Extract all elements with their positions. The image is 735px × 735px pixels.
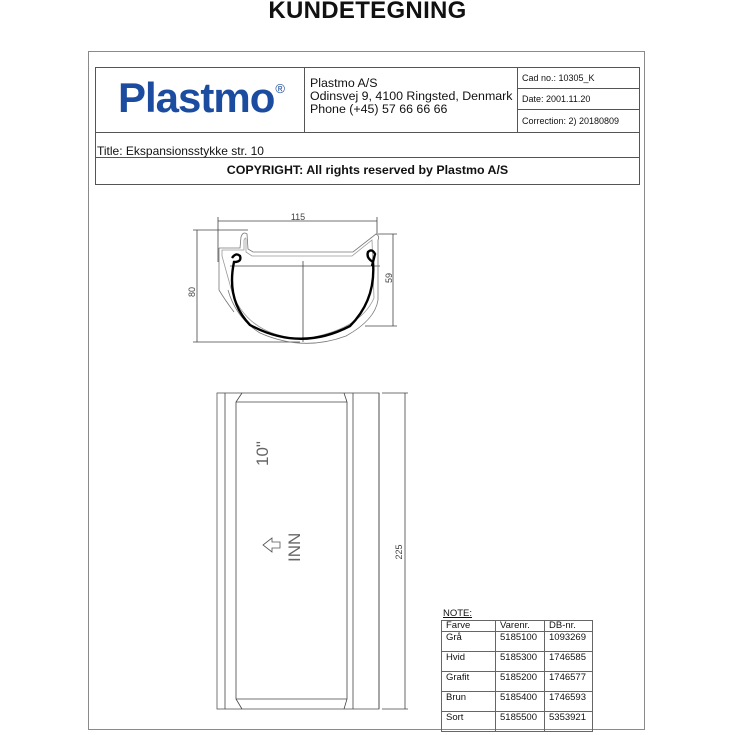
table-row <box>442 692 593 712</box>
drawing-date: Date: 2001.11.20 <box>518 89 639 110</box>
table-header-row <box>442 621 593 632</box>
table-cell: Brun <box>442 692 496 712</box>
table-cell: Grafit <box>442 672 496 692</box>
note-label: NOTE: <box>443 608 473 619</box>
dim-length: 225 <box>394 544 404 560</box>
cad-number: Cad no.: 10305_K <box>518 68 639 89</box>
gutter-cross-section <box>193 217 397 343</box>
table-cell: 5185200 <box>496 672 545 692</box>
document-heading: KUNDETEGNING <box>268 0 467 24</box>
table-cell: Sort <box>442 712 496 732</box>
gutter-side-view <box>217 393 408 709</box>
table-row <box>442 712 593 732</box>
arrow-left-icon <box>263 538 280 552</box>
dim-inner-height: 59 <box>384 272 394 284</box>
table-cell: Hvid <box>442 652 496 672</box>
column-header: Farve <box>442 621 496 632</box>
copyright-notice: COPYRIGHT: All rights reserved by Plastmo A/S <box>226 163 509 177</box>
dim-width: 115 <box>290 212 306 222</box>
direction-label: INN <box>285 532 304 562</box>
table-row <box>442 652 593 672</box>
logo-text: Plastmo <box>118 74 275 121</box>
table-cell: 5185500 <box>496 712 545 732</box>
drawing-title: Title: Ekspansionsstykke str. 10 <box>96 132 639 158</box>
size-label: 10" <box>253 441 272 466</box>
table-cell: 1746577 <box>545 672 593 692</box>
table-cell: 5353921 <box>545 712 593 732</box>
column-header: Varenr. <box>496 621 545 632</box>
table-cell: 5185300 <box>496 652 545 672</box>
company-address: Odinsvej 9, 4100 Ringsted, Denmark <box>310 89 513 103</box>
table-row <box>442 672 593 692</box>
table-cell: 1093269 <box>545 632 593 652</box>
table-cell: 1746593 <box>545 692 593 712</box>
company-phone: Phone (+45) 57 66 66 66 <box>310 102 448 116</box>
color-variant-table <box>441 620 593 732</box>
table-cell: 5185400 <box>496 692 545 712</box>
column-header: DB-nr. <box>545 621 593 632</box>
company-name: Plastmo A/S <box>310 76 378 90</box>
table-cell: 1746585 <box>545 652 593 672</box>
table-cell: 5185100 <box>496 632 545 652</box>
table-cell: Grå <box>442 632 496 652</box>
table-row <box>442 632 593 652</box>
registered-mark: ® <box>275 81 284 96</box>
correction: Correction: 2) 20180809 <box>522 116 620 126</box>
dim-height: 80 <box>187 286 197 298</box>
